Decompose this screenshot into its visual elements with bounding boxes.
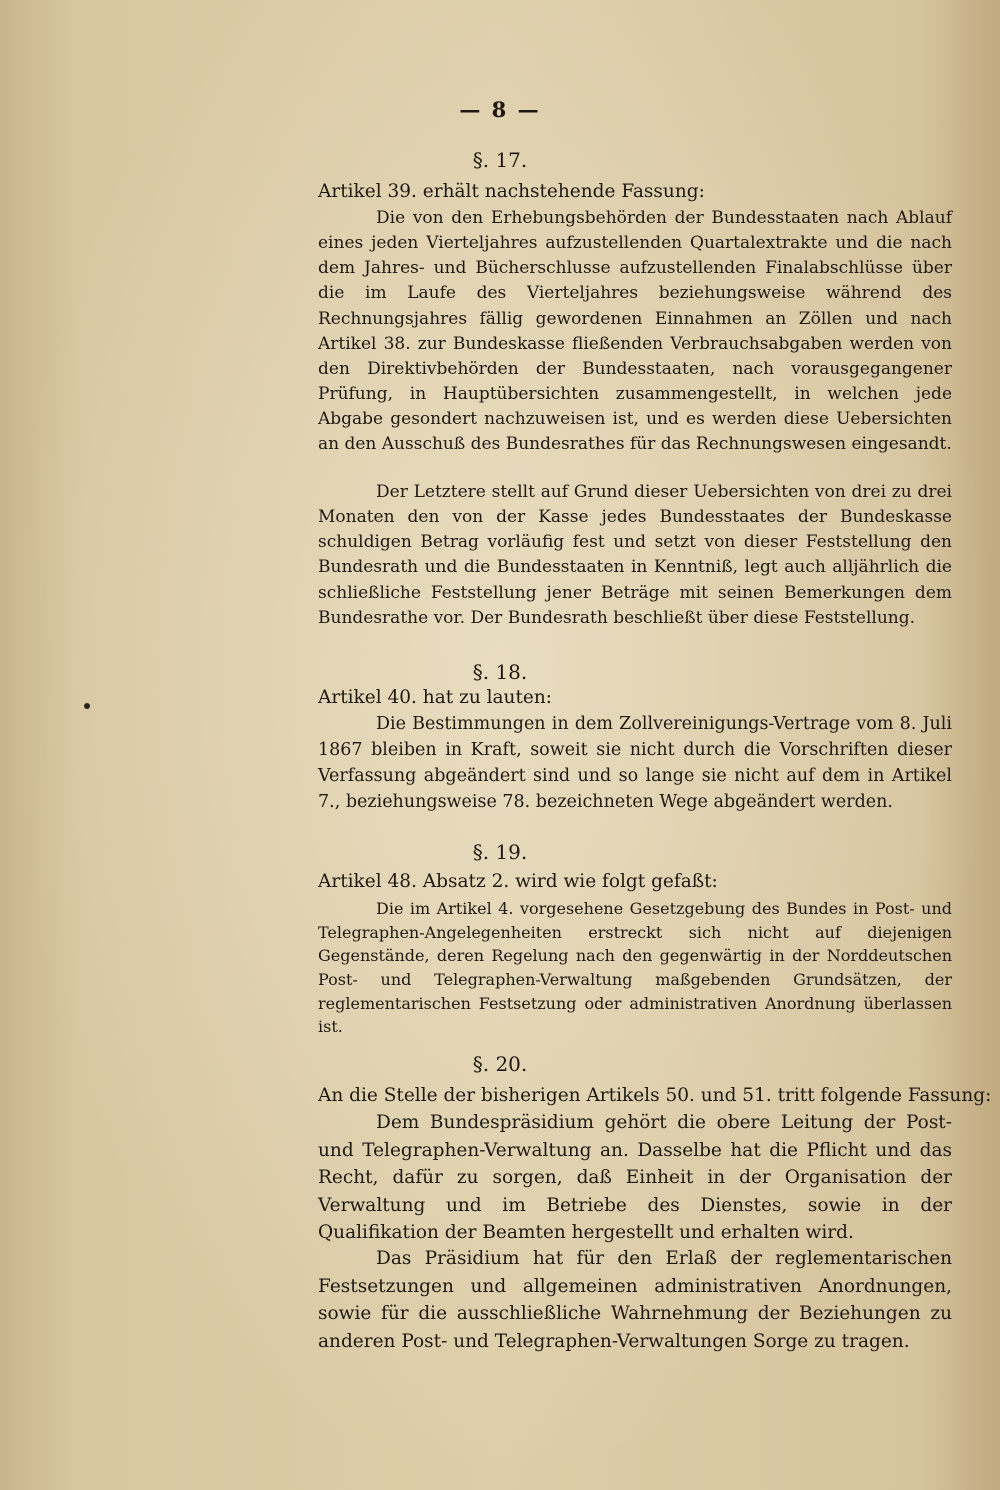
section-17-paragraph-2 xyxy=(318,480,952,630)
section-17-paragraph-1-text: Die von den Erhebungsbehörden der Bundesstaaten nach Ablauf eines jeden Vierteljahres aufzustellenden Quartalextrakte und die nach dem Jahres- und Bücherschlusse aufzustellenden Finalabschlüsse über die im Laufe des Vierteljahres beziehungsweise während des Rechnungsjahres fällig gewordenen Einnahmen an Zöllen und nach Artikel 38. zur Bundeskasse fließenden Verbrauchsabgaben werden von den Direktivbehörden der Bundesstaaten, nach vorausgegangener Prüfung, in Hauptübersichten zusammengestellt, in welchen jede Abgabe gesondert nachzuweisen ist, und es werden diese Uebersichten an den Ausschuß des Bundesrathes für das Rechnungswesen eingesandt. xyxy=(318,208,952,455)
section-18-intro: Artikel 40. hat zu lauten: xyxy=(318,687,553,708)
section-17-paragraph-1 xyxy=(318,206,952,482)
section-19-intro: Artikel 48. Absatz 2. wird wie folgt gefaßt: xyxy=(318,871,718,892)
section-heading-19: §. 19. xyxy=(472,840,528,864)
section-18-paragraph-1 xyxy=(318,712,952,824)
section-17-intro: Artikel 39. erhält nachstehende Fassung: xyxy=(318,181,705,202)
section-heading-17: §. 17. xyxy=(472,148,528,172)
section-17-paragraph-2-text: Der Letztere stellt auf Grund dieser Uebersichten von drei zu drei Monaten den von der Kasse jedes Bundesstaates der Bundeskasse schuldigen Betrag vorläufig fest und setzt von dieser Feststellung den Bundesrath und die Bundesstaaten in Kenntniß, legt auch alljährlich die schließliche Feststellung jener Beträge mit seinen Bemerkungen dem Bundesrathe vor. Der Bundesrath beschließt über diese Feststellung. xyxy=(318,482,952,628)
section-20-paragraph-1 xyxy=(318,1109,952,1249)
section-18-paragraph-1-text: Die Bestimmungen in dem Zollvereinigungs-Vertrage vom 8. Juli 1867 bleiben in Kraft, soweit sie nicht durch die Vorschriften dieser Verfassung abgeändert sind und so lange sie nicht auf dem in Artikel 7., beziehungsweise 78. bezeichneten Wege abgeändert werden. xyxy=(318,714,952,812)
section-20-intro: An die Stelle der bisherigen Artikels 50. und 51. tritt folgende Fassung: xyxy=(318,1085,992,1106)
section-19-paragraph-1 xyxy=(318,897,952,1037)
section-heading-18: §. 18. xyxy=(472,660,528,684)
section-heading-20: §. 20. xyxy=(472,1052,528,1076)
section-20-paragraph-1-text: Dem Bundespräsidium gehört die obere Leitung der Post- und Telegraphen-Verwaltung an. Dasselbe hat die Pflicht und das Recht, dafür zu sorgen, daß Einheit in der Organisation der Verwaltung und im Betriebe des Dienstes, sowie in der Qualifikation der Beamten hergestellt und erhalten wird. xyxy=(318,1112,952,1243)
section-20-paragraph-2-text: Das Präsidium hat für den Erlaß der reglementarischen Festsetzungen und allgemeinen administrativen Anordnungen, sowie für die ausschließliche Wahrnehmung der Beziehungen zu anderen Post- und Telegraphen-Verwaltungen Sorge zu tragen. xyxy=(318,1248,952,1352)
page-number: — 8 — xyxy=(459,97,541,122)
ink-spot xyxy=(84,703,90,709)
section-19-paragraph-1-text: Die im Artikel 4. vorgesehene Gesetzgebung des Bundes in Post- und Telegraphen-Angelegenheiten erstreckt sich nicht auf diejenigen Gegenstände, deren Regelung nach den gegenwärtig in der Norddeutschen Post- und Telegraphen-Verwaltung maßgebenden Grundsätzen, der reglementarischen Festsetzung oder administrativen Anordnung überlassen ist. xyxy=(318,899,952,1037)
section-20-paragraph-2 xyxy=(318,1245,952,1365)
